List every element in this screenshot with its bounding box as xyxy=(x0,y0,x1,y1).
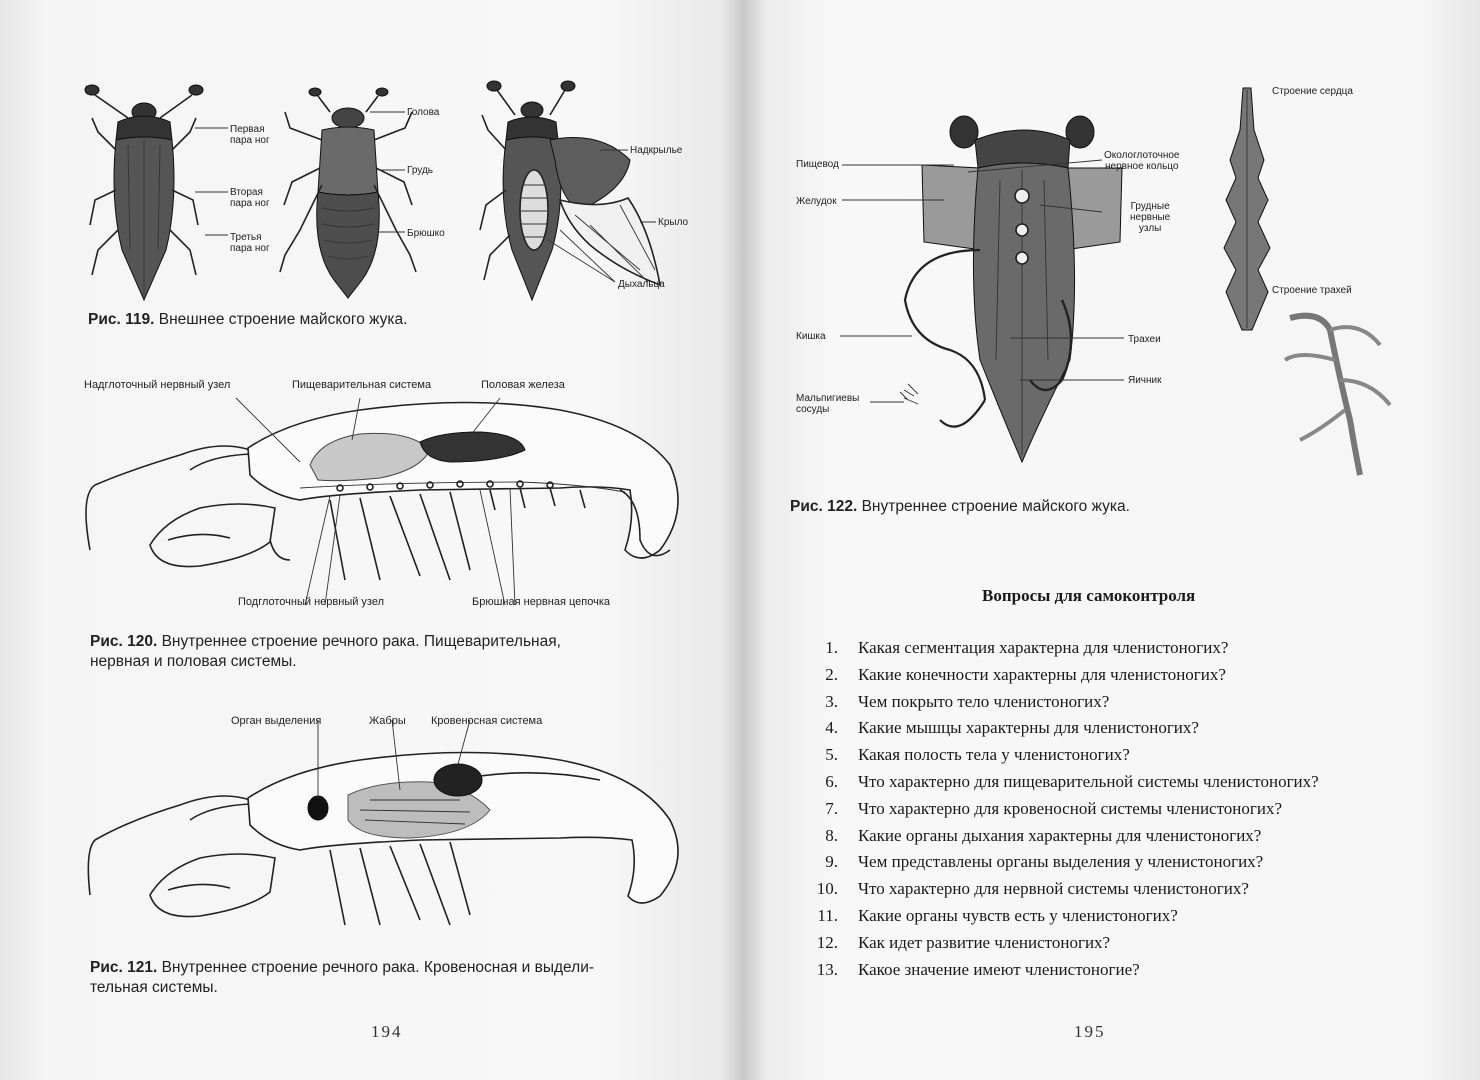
caption-fig121: Рис. 121. Внутреннее строение речного рака. Кровеносная и выдели- тельная системы. xyxy=(90,959,595,996)
question-number: 4. xyxy=(825,718,838,738)
label-intestine: Кишка xyxy=(796,331,826,342)
question-item xyxy=(808,718,1448,745)
label-circulatory: Кровеносная система xyxy=(431,715,543,727)
question-text: Что характерно для нервной системы членистоногих? xyxy=(858,879,1249,899)
question-text: Чем представлены органы выделения у членистоногих? xyxy=(858,852,1264,872)
caption-fig119: Рис. 119. Внешнее строение майского жука. xyxy=(88,311,408,328)
question-number: 6. xyxy=(825,771,838,791)
page-number-right: 195 xyxy=(1074,1022,1106,1041)
question-number: 2. xyxy=(825,664,838,684)
question-item xyxy=(808,933,1448,960)
question-text: Какие мышцы характерны для членистоногих? xyxy=(858,718,1199,738)
beetle-wings-view xyxy=(480,81,660,300)
question-number: 11. xyxy=(817,905,838,925)
question-item xyxy=(808,852,1448,879)
label-subglottic: Подглоточный нервный узел xyxy=(238,596,385,608)
label-belly: Брюшко xyxy=(407,228,445,239)
question-item xyxy=(808,906,1448,933)
label-gonad: Половая железа xyxy=(481,379,565,391)
question-item xyxy=(808,879,1448,906)
question-item xyxy=(808,745,1448,772)
caption-fig122: Рис. 122. Внутреннее строение майского жука. xyxy=(790,498,1130,515)
question-number: 10. xyxy=(816,879,838,899)
label-digestive: Пищеварительная система xyxy=(292,379,432,391)
label-elytra: Надкрылье xyxy=(630,145,683,156)
label-periph-ring: Окологлоточное нервное кольцо xyxy=(1104,150,1180,172)
question-item xyxy=(808,665,1448,692)
question-item xyxy=(808,692,1448,719)
question-text: Какая полость тела у членистоногих? xyxy=(858,745,1130,765)
caption-fig120: Рис. 120. Внутреннее строение речного рака. Пищеварительная, нервная и половая системы. xyxy=(90,633,561,670)
label-second-legs: Вторая пара ног xyxy=(230,187,270,209)
label-head: Голова xyxy=(407,107,440,118)
label-ovary: Яичник xyxy=(1128,375,1162,386)
label-heart: Строение сердца xyxy=(1272,86,1353,97)
question-item xyxy=(808,826,1448,853)
label-supraglottic: Надглоточный нервный узел xyxy=(84,379,231,391)
question-number: 13. xyxy=(816,959,838,979)
question-text: Какое значение имеют членистоногие? xyxy=(858,959,1140,979)
label-gills: Жабры xyxy=(369,715,406,727)
label-spiracles: Дыхальца xyxy=(618,279,665,290)
label-first-legs: Первая пара ног xyxy=(230,124,270,146)
question-text: Чем покрыто тело членистоногих? xyxy=(858,691,1110,711)
fig119-beetle-illustrations xyxy=(0,0,744,320)
label-third-legs: Третья пара ног xyxy=(230,232,270,254)
label-tracheae-struct: Строение трахей xyxy=(1272,285,1352,296)
question-number: 3. xyxy=(825,691,838,711)
label-chest-ganglia: Грудные нервные узлы xyxy=(1130,201,1171,234)
question-number: 9. xyxy=(825,852,838,872)
beetle-dorsal-view xyxy=(85,85,203,300)
question-number: 12. xyxy=(816,932,838,952)
label-excretory: Орган выделения xyxy=(231,715,322,727)
question-number: 8. xyxy=(825,825,838,845)
question-item xyxy=(808,638,1448,665)
question-text: Что характерно для кровеносной системы членистоногих? xyxy=(858,798,1283,818)
fig122-beetle-internal xyxy=(744,0,1480,500)
question-text: Какие органы дыхания характерны для членистоногих? xyxy=(858,825,1262,845)
label-stomach: Желудок xyxy=(796,196,837,207)
question-item xyxy=(808,960,1448,987)
label-esophagus: Пищевод xyxy=(796,159,839,170)
questions-list xyxy=(808,638,1448,986)
label-chest: Грудь xyxy=(407,165,434,176)
label-wing: Крыло xyxy=(658,217,689,228)
question-text: Какие конечности характерны для членистоногих? xyxy=(858,664,1226,684)
question-text: Какие органы чувств есть у членистоногих? xyxy=(858,905,1178,925)
question-item xyxy=(808,772,1448,799)
question-text: Что характерно для пищеварительной системы членистоногих? xyxy=(858,771,1319,791)
question-number: 5. xyxy=(825,745,838,765)
question-text: Как идет развитие членистоногих? xyxy=(858,932,1111,952)
label-ventral-chain: Брюшная нервная цепочка xyxy=(472,596,611,608)
beetle-ventral-view xyxy=(280,88,416,298)
fig120-crayfish-digestive-nervous xyxy=(0,370,744,630)
questions-title: Вопросы для самоконтроля xyxy=(982,586,1196,605)
question-number: 7. xyxy=(825,798,838,818)
fig121-crayfish-circulatory xyxy=(0,720,744,960)
question-text: Какая сегментация характерна для членистоногих? xyxy=(858,638,1229,657)
question-number: 1. xyxy=(825,638,838,657)
label-tracheae: Трахеи xyxy=(1128,334,1161,345)
page-number-left: 194 xyxy=(371,1022,403,1041)
label-malpighian: Мальпигиевы сосуды xyxy=(796,393,860,415)
question-item xyxy=(808,799,1448,826)
